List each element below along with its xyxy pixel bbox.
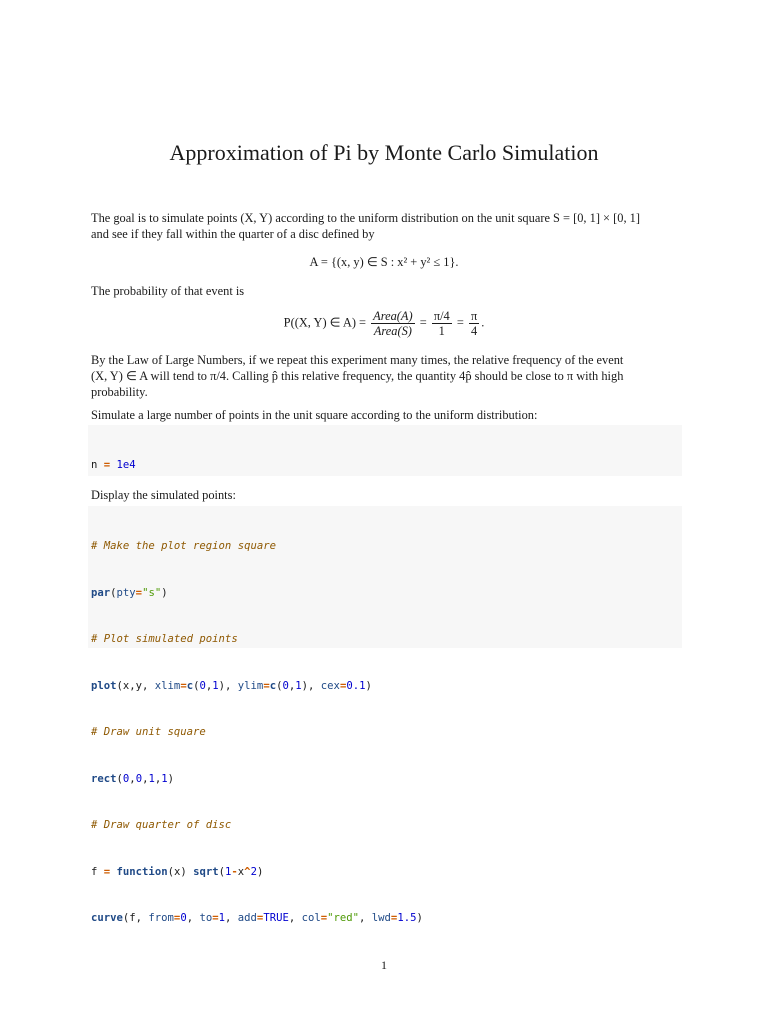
code-line: n = 1e4 — [91, 459, 136, 471]
fraction-area-numerator: Area(A) — [373, 309, 413, 323]
document-title: Approximation of Pi by Monte Carlo Simulation — [169, 140, 599, 165]
code-line: curve(f, from=0, to=1, add=TRUE, col="red", lwd=1.5) — [91, 912, 423, 924]
simulate-instruction: Simulate a large number of points in the unit square according to the uniform distribution: — [91, 408, 538, 422]
equation-set-a: A = {(x, y) ∈ S : x² + y² ≤ 1}. — [309, 255, 459, 269]
intro-line-1: The goal is to simulate points (X, Y) according to the uniform distribution on the unit square S = [0, 1] × [0, 1] — [91, 211, 640, 225]
lln-line-1: By the Law of Large Numbers, if we repeat this experiment many times, the relative frequency of the event — [91, 353, 624, 367]
period: . — [481, 315, 485, 330]
code-line: # Plot simulated points — [91, 633, 238, 645]
intro-line-2: and see if they fall within the quarter of a disc defined by — [91, 227, 375, 241]
equation-lhs: P((X, Y) ∈ A) = — [283, 315, 367, 330]
probability-intro: The probability of that event is — [91, 284, 245, 298]
code-line: # Draw unit square — [91, 726, 206, 738]
equation-probability — [0, 309, 768, 338]
fraction-area — [371, 309, 414, 338]
lln-line-3: probability. — [91, 385, 148, 399]
equals-sign: = — [456, 315, 464, 330]
code-line: par(pty="s") — [91, 586, 168, 599]
code-line: # Make the plot region square — [91, 540, 276, 552]
fraction-pi-quarter-numerator: π — [470, 309, 478, 323]
fraction-pi-denominator: 1 — [438, 324, 445, 338]
code-line: rect(0,0,1,1) — [91, 772, 175, 785]
equals-sign: = — [419, 315, 427, 330]
fraction-pi-quarter-denominator: 4 — [470, 324, 478, 338]
display-instruction: Display the simulated points: — [91, 488, 236, 502]
fraction-pi-over-four — [432, 309, 452, 338]
code-block-plot — [88, 506, 682, 924]
code-line: f = function(x) sqrt(1-x^2) — [91, 865, 264, 878]
fraction-pi-quarter — [469, 309, 479, 338]
page-number: 1 — [381, 958, 387, 972]
lln-line-2: (X, Y) ∈ A will tend to π/4. Calling p̂ this relative frequency, the quantity 4p̂ should be close to π with high — [91, 369, 624, 383]
code-block-simulate — [88, 425, 682, 476]
code-line: plot(x,y, xlim=c(0,1), ylim=c(0,1), cex=0.1) — [91, 679, 372, 692]
fraction-area-denominator: Area(S) — [373, 324, 412, 338]
code-line: # Draw quarter of disc — [91, 819, 232, 831]
fraction-pi-numerator: π/4 — [433, 309, 450, 323]
